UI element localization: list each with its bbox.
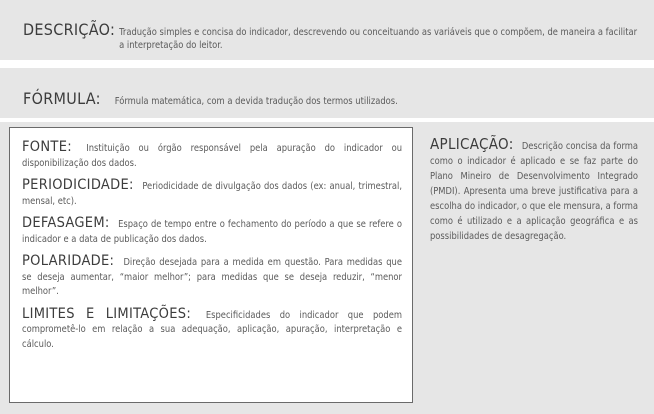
formula-section xyxy=(0,68,654,118)
polaridade-text: Direção desejada para a medida em questão. Para medidas que se deseja aumentar, “maior melhor”; para medidas que se deseja reduzir, “menor melhor”. xyxy=(22,257,403,297)
descricao-text: Tradução simples e concisa do indicador, descrevendo ou conceituando as variáveis que o compõem, de maneira a facilitar a interpretação do leitor. xyxy=(119,27,638,51)
descricao-section xyxy=(0,0,654,60)
formula-text: Fórmula matemática, com a devida tradução dos termos utilizados. xyxy=(114,96,398,107)
aplicacao-section xyxy=(430,135,638,243)
details-section xyxy=(0,122,654,414)
limites-text: Especificidades do indicador que podem comprometê-lo em relação a sua adequação, aplicação, apuração, interpretação e cálculo. xyxy=(22,309,402,350)
polaridade-definition xyxy=(22,254,402,298)
periodicidade-definition xyxy=(22,178,402,207)
descricao-row xyxy=(23,20,644,52)
fonte-definition xyxy=(22,140,402,169)
defasagem-text: Espaço de tempo entre o fechamento do período a que se refere o indicador e a data de publicação dos dados. xyxy=(22,219,402,245)
periodicidade-heading: PERIODICIDADE: xyxy=(22,177,134,193)
formula-heading: FÓRMULA: xyxy=(23,89,101,108)
fonte-text: Instituição ou órgão responsável pela apuração do indicador ou disponibilização dos dados. xyxy=(22,143,403,169)
polaridade-heading: POLARIDADE: xyxy=(22,253,115,269)
defasagem-heading: DEFASAGEM: xyxy=(22,215,110,231)
aplicacao-heading: APLICAÇÃO: xyxy=(430,135,514,153)
fonte-heading: FONTE: xyxy=(22,139,72,155)
periodicidade-text: Periodicidade de divulgação dos dados (ex: anual, trimestral, mensal, etc). xyxy=(22,181,403,207)
defasagem-definition xyxy=(22,216,402,245)
limites-definition xyxy=(22,307,402,351)
limites-heading: LIMITES E LIMITAÇÕES: xyxy=(22,305,192,322)
definitions-box xyxy=(9,127,413,403)
descricao-heading: DESCRIÇÃO: xyxy=(23,20,116,39)
aplicacao-text: Descrição concisa da forma como o indicador é aplicado e se faz parte do Plano Mineiro de Desenvolvimento Integrado (PMDI). Apresenta uma breve justificativa para a escolha do indicador, o que ele mensura, a forma como é utilizado e a aplicação geográfica e as possibilidades de desagregação. xyxy=(430,141,638,242)
formula-row xyxy=(23,89,644,108)
